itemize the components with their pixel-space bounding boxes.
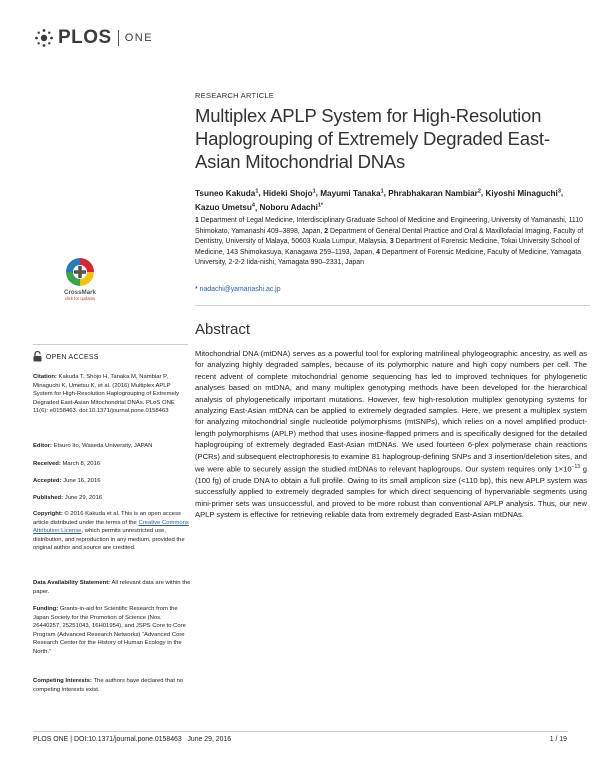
header-divider <box>195 305 590 306</box>
footer-citation: PLOS ONE | DOI:10.1371/journal.pone.0158463 June 29, 2016 <box>33 736 232 743</box>
plos-logo[interactable] <box>33 27 153 49</box>
author[interactable]: Phrabhakaran Nambiar$^2$ <box>388 188 481 198</box>
crossmark-badge[interactable] <box>62 256 98 301</box>
plos-brand: PLOS <box>58 27 112 48</box>
author[interactable]: Tsuneo Kakuda$^1$ <box>195 188 259 198</box>
abstract-body: Mitochondrial DNA (mtDNA) serves as a powerful tool for exploring matrilineal phylogeographic ancestry, as well as for analyzing highly degraded samples, because of its polymorphic nature and high copy numbers per cell. The recent advent of complete mitochondrial genome sequencing has led to improved techniques for phylogenetic analyses based on mtDNA, and many multiplex genotyping methods have been developed for the hierarchical analysis of phylogenetically important mutations. However, few high-resolution multiplex genotyping systems for analyzing East-Asian mtDNA can be applied to extremely degraded samples. Here, we present a multiplex system for analyzing mitochondrial single nucleotide polymorphisms (mtSNPs), which relies on a novel amplified product-length polymorphisms (APLP) method that uses inosine-flapped primers and is specifically designed for the detailed haplogrouping of extremely degraded East-Asian mtDNAs. We used fourteen 6-plex polymerase chain reactions (PCRs) and subsequent electrophoresis to examine 81 haplogroup-defining SNPs and 3 insertion/deletion sites, and we were able to securely assign the studied mtDNAs to relevant haplogroups. Our system requires only $1\times 10^{-13}$ g (100 fg) of crude DNA to obtain a full profile. Owing to its small amplicon size (<110 bp), this new APLP system was successfully applied to extremely degraded samples for which direct sequencing of hypervariable segments using mini-primer sets was unsuccessful, and proved to be more robust than conventional APLP analysis. Thus, our new APLP system is effective for retrieving reliable data from extremely degraded East-Asian mtDNAs. <box>195 349 587 520</box>
page-number: 1 / 19 <box>549 736 567 743</box>
corresponding-email: * nadachi@yamanashi.ac.jp <box>195 286 281 293</box>
crossmark-icon <box>64 256 96 288</box>
affiliation-text: Department of Forensic Medicine, Faculty of Medicine, Yamagata University, 2-2-2 Iida-nishi, Yamagata 990–2331, Japan <box>195 248 582 266</box>
copyright: Copyright: © 2016 Kakuda et al. This is an open access article distributed under the terms of the Creative Commons Attribution License, which permits unrestricted use, distribution, and reproduction in any medium, provided the original author and source are credited. <box>33 511 189 552</box>
affiliation-text: Department of Forensic Medicine, Tokai University School of Medicine, 143 Shimokasuya, Kanagawa 259–1193, Japan, <box>195 238 580 256</box>
author[interactable]: Hideki Shojo$^1$ <box>262 188 316 198</box>
affiliation-number: 3 <box>389 238 394 245</box>
affiliations <box>195 216 590 269</box>
published-date: Published: June 29, 2016 <box>33 495 103 501</box>
author-list: Tsuneo Kakuda$^1$, Hideki Shojo$^1$, Mayumi Tanaka$^1$, Phrabhakaran Nambiar$^2$, Kiyoshi Minaguchi$^3$, Kazuo Umetsu$^4$, Noboru Adachi$^{1*}$ <box>195 188 564 213</box>
accepted-date: Accepted: June 16, 2016 <box>33 478 101 484</box>
article-type: RESEARCH ARTICLE <box>195 91 275 100</box>
open-lock-icon <box>33 351 42 364</box>
crossmark-label: CrossMark <box>64 289 96 296</box>
received-date: Received: March 8, 2016 <box>33 461 101 467</box>
footer-divider <box>33 731 568 732</box>
affiliation-text: Department of Legal Medicine, Interdisciplinary Graduate School of Medicine and Engineering, University of Yamanashi, 1110 Shimokato, Yamanashi 409–3898, Japan, <box>195 217 583 235</box>
citation: Citation: Kakuda T, Shojo H, Tanaka M, Nambiar P, Minaguchi K, Umetsu K, et al. (2016) Multiplex APLP System for High-Resolution Haplogrouping of Extremely Degraded East-Asian Mitochondrial DNAs. PLoS ONE 11(6): e0158463. doi:10.1371/journal.pone.0158463 <box>33 374 180 415</box>
sidebar-divider <box>33 344 188 345</box>
author[interactable]: Kiyoshi Minaguchi$^3$ <box>485 188 561 198</box>
abstract-heading: Abstract <box>195 321 251 338</box>
data-availability: Data Availability Statement: All relevant data are within the paper. <box>33 580 191 595</box>
crossmark-sublabel: click for updates <box>64 296 96 301</box>
article-title: Multiplex APLP System for High-Resolution Haplogrouping of Extremely Degraded East-Asian Mitochondrial DNAs <box>195 105 550 172</box>
open-access-badge: OPEN ACCESS <box>33 351 99 364</box>
logo-divider <box>118 30 119 46</box>
license-link[interactable]: Creative Commons Attribution License <box>33 519 189 535</box>
author[interactable]: Noboru Adachi$^{1*}$ <box>259 202 324 213</box>
author[interactable]: Mayumi Tanaka$^1$ <box>320 188 384 198</box>
editor: Editor: Etsuro Ito, Waseda University, JAPAN <box>33 443 153 449</box>
affiliation-number: 2 <box>324 227 329 235</box>
competing-interests: Competing Interests: The authors have declared that no competing interests exist. <box>33 678 184 693</box>
funding: Funding: Grants-in-aid for Scientific Research from the Japan Society for the Promotion of Science (Nos. 26440257, 25251043, 16H01954), and JSPS Core to Core Program (Advanced Research Networks) “Advanced Core Research Center for the History of Human Ecology in the North.” <box>33 606 186 655</box>
affiliation-number: 4 <box>376 248 380 256</box>
email-link[interactable]: nadachi@yamanashi.ac.jp <box>199 286 281 293</box>
plos-logo-icon <box>33 28 55 48</box>
journal-name: ONE <box>124 32 154 44</box>
author[interactable]: Kazuo Umetsu$^4$ <box>195 202 255 213</box>
affiliation-number: 1 <box>195 217 199 224</box>
affiliation-text: Department of General Dental Practice and Oral & Maxillofacial Imaging, Faculty of Dentistry, University of Malaya, 50603 Kuala Lumpur, Malaysia, <box>195 227 584 245</box>
